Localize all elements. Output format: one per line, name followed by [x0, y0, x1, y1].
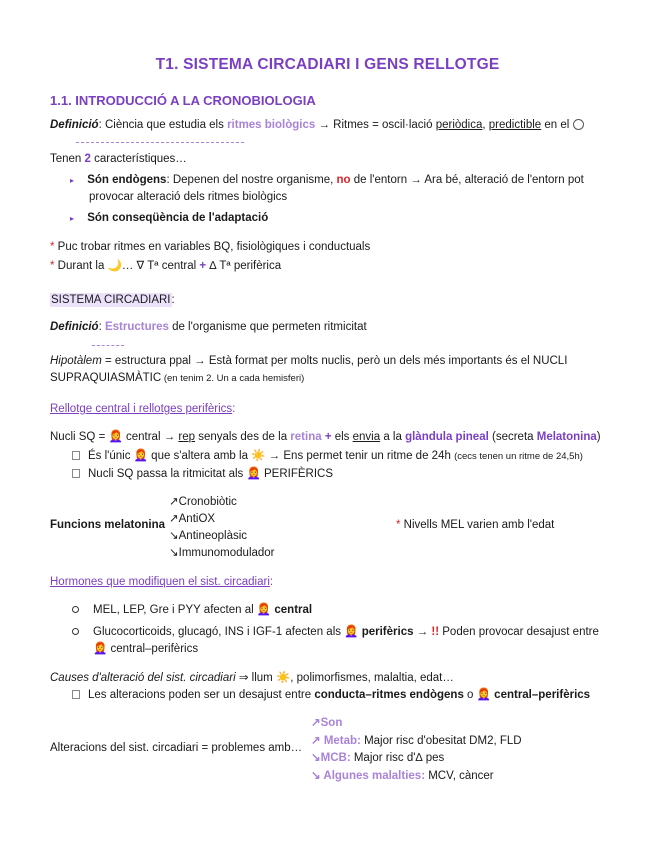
subsection-heading-clocks: Rellotge central i rellotges perifèrics:	[50, 403, 236, 415]
note-line: * Durant la 🌙… ∇ Tª central + ∆ Tª perifèrica	[50, 260, 282, 272]
list-item-cont: provocar alteració dels ritmes biològics	[89, 191, 288, 203]
alterations-label: Alteracions del sist. circadiari = problemes amb…	[50, 742, 303, 754]
list-item: Nucli SQ passa la ritmicitat als 👩‍🦰 PERIFÈRICS	[72, 466, 333, 480]
hypothalamus-line-cont: SUPRAQUIASMÀTIC (en tenim 2. Un a cada hemisferi)	[50, 372, 305, 384]
list-item-cont: 👩‍🦰 central–perifèrics	[93, 643, 199, 655]
melatonin-note: * Nivells MEL varien amb l'edat	[396, 519, 555, 531]
subsection-heading-hormones: Hormones que modifiquen el sist. circadiari:	[50, 576, 274, 588]
alterations-list	[311, 715, 522, 785]
dashed-arrow	[92, 345, 124, 346]
nucleus-line: Nucli SQ = 👩‍🦰 central → rep senyals des de la retina + els envia a la glàndula pineal (secreta Melatonina)	[50, 431, 601, 443]
list-item: ↘Antineoplàsic	[169, 530, 248, 542]
page-title: T1. SISTEMA CIRCADIARI I GENS RELLOTGE	[155, 56, 500, 73]
circle-bullet-icon	[72, 628, 79, 635]
list-item: ↗Cronobiòtic	[169, 496, 237, 508]
list-item: És l'únic 👩‍🦰 que s'altera amb la ☀️ → Ens permet tenir un ritme de 24h (cecs tenen un ritme de 24,5h)	[72, 448, 583, 462]
list-item: Glucocorticoids, glucagó, INS i IGF-1 afecten als 👩‍🦰 perifèrics → !! Poden provocar desajust entre	[72, 624, 599, 638]
characteristics-intro: Tenen 2 característiques…	[50, 153, 187, 165]
circle-bullet-icon	[72, 606, 79, 613]
triangle-bullet-icon: ▸	[70, 214, 75, 223]
list-item: ↗Son	[311, 717, 343, 729]
definition-line: Definició: Estructures de l'organisme que permeten ritmicitat	[50, 321, 367, 333]
functions-label: Funcions melatonina	[50, 519, 166, 531]
list-item: ↘ Algunes malalties: MCV, càncer	[311, 769, 494, 782]
functions-list	[169, 494, 275, 562]
hypothalamus-line: Hipotàlem = estructura ppal → Està format per molts nuclis, però un dels més importants és el NUCLI	[50, 355, 568, 367]
list-item: ↘MCB: Major risc d'∆ pes	[311, 752, 445, 764]
list-item: Les alteracions poden ser un desajust entre conducta–ritmes endògens o 👩‍🦰 central–perifèrics	[72, 687, 590, 701]
dashed-arrow	[76, 142, 244, 143]
list-item: MEL, LEP, Gre i PYY afecten al 👩‍🦰 central	[72, 602, 312, 616]
list-item: ▸ Són conseqüència de l'adaptació	[70, 212, 269, 224]
definition-line: Definició: Ciència que estudia els ritmes biològics → Ritmes = oscil·lació periòdica, predictible en el	[50, 119, 584, 131]
triangle-bullet-icon: ▸	[70, 176, 75, 185]
list-item: ↗AntiOX	[169, 513, 216, 525]
note-line: * Puc trobar ritmes en variables BQ, fisiològiques i conductuals	[50, 241, 371, 253]
section-heading-circadian: SISTEMA CIRCADIARI:	[51, 294, 175, 306]
clock-icon	[573, 119, 584, 130]
list-item: ▸ Són endògens: Depenen del nostre organisme, no de l'entorn → Ara bé, alteració de l'entorn pot	[70, 174, 584, 186]
definition-label: Definició	[50, 119, 99, 131]
section-heading-intro: 1.1. INTRODUCCIÓ A LA CRONOBIOLOGIA	[50, 93, 316, 108]
list-item: ↗ Metab: Major risc d'obesitat DM2, FLD	[311, 734, 522, 747]
highlight-term: ritmes biològics	[227, 119, 316, 131]
causes-line: Causes d'alteració del sist. circadiari ⇒ llum ☀️, polimorfismes, malaltia, edat…	[50, 672, 454, 684]
list-item: ↘Immunomodulador	[169, 547, 275, 559]
square-bullet-icon	[72, 469, 80, 478]
square-bullet-icon	[72, 690, 80, 699]
square-bullet-icon	[72, 451, 80, 460]
